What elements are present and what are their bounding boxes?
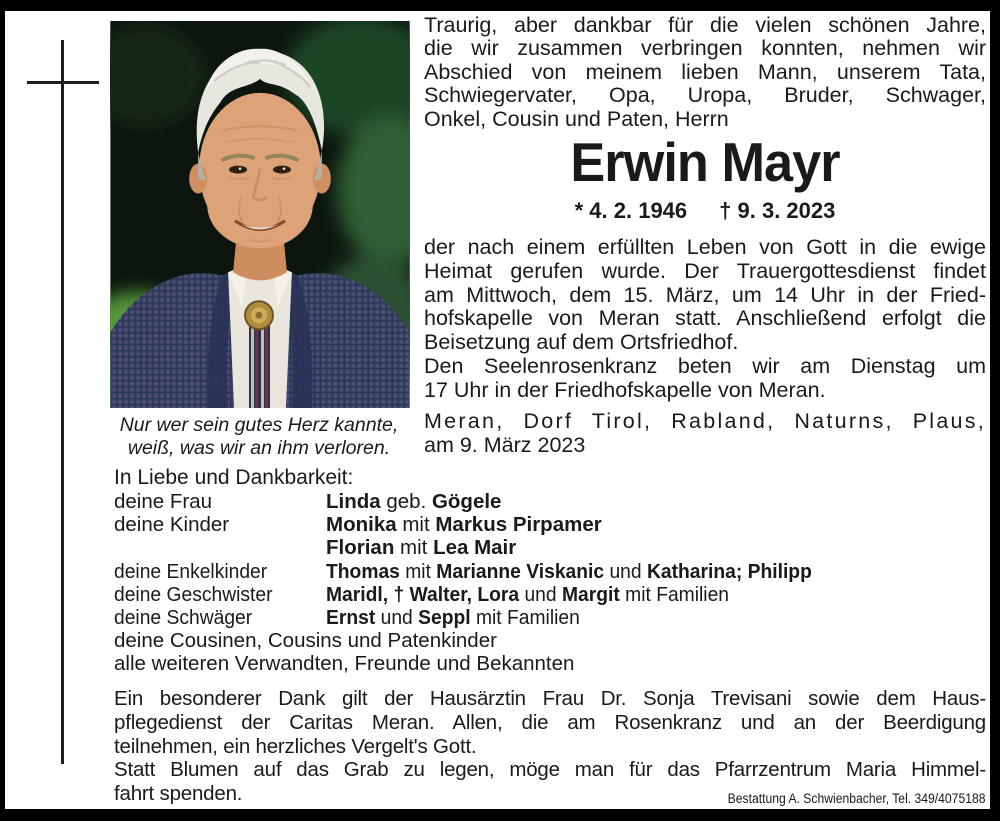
text-line: die wir zusammen verbringen konnten, nehmen wir [424, 36, 986, 61]
text-line: Statt Blumen auf das Grab zu legen, möge man für das Pfarrzentrum Maria Himmel- [114, 758, 986, 782]
text-line: 17 Uhr in der Friedhofskapelle von Meran. [424, 377, 826, 402]
birth-date: * 4. 2. 1946 [574, 198, 688, 223]
text-line: Beisetzung auf dem Ortsfriedhof. [424, 330, 739, 355]
frame-border-left [0, 0, 5, 821]
mourners-section [114, 466, 986, 676]
mourner-relation-label: deine Kinder [114, 513, 230, 537]
text-line: Heimat gerufen wurde. Der Trauergottesdienst findet [424, 258, 986, 283]
cross-horizontal-line [27, 81, 99, 84]
text-line: Onkel, Cousin und Paten, Herrn [424, 106, 729, 131]
photo-caption [100, 414, 418, 459]
mourner-names: Florian mit Lea Mair [326, 536, 517, 560]
mourner-relation-label: deine Schwäger [114, 606, 253, 630]
text-line: der nach einem erfüllten Leben von Gott in die ewige [424, 235, 986, 259]
undertaker-line: Bestattung A. Schwienbacher, Tel. 349/4075188 [727, 791, 985, 806]
text-line: Nur wer sein gutes Herz kannte, [119, 414, 399, 436]
text-line: hofskapelle von Meran statt. Anschließend erfolgt die [424, 306, 986, 331]
life-dates [424, 198, 986, 224]
mourners-grid [114, 490, 986, 676]
mourner-names: Ernst und Seppl mit Familien [326, 606, 580, 630]
cross-vertical-line [61, 40, 64, 764]
text-line: Ein besonderer Dank gilt der Hausärztin Frau Dr. Sonja Trevisani sowie dem Haus- [114, 687, 986, 710]
portrait-photo [110, 21, 410, 408]
mourner-relation-label: deine Frau [114, 490, 213, 513]
mourner-names: Thomas mit Marianne Viskanic und Katharina; Philipp [326, 559, 812, 583]
mourner-names: Linda geb. Gögele [326, 490, 502, 513]
announcement-paragraph [424, 236, 986, 403]
text-line: pflegedienst der Caritas Meran. Allen, die am Rosenkranz und an der Beerdigung [114, 710, 986, 734]
thanks-paragraph [114, 687, 986, 806]
text-line: Abschied von meinem lieben Mann, unserem Tata, [424, 59, 986, 84]
mourner-names: Maridl, † Walter, Lora und Margit mit Familien [326, 582, 730, 606]
text-line: fahrt spenden. [114, 782, 243, 806]
mourner-names: Monika mit Markus Pirpamer [326, 513, 602, 537]
text-line: Meran, Dorf Tirol, Rabland, Naturns, Plaus, [424, 409, 986, 433]
mourner-line: alle weiteren Verwandten, Freunde und Bekannten [114, 652, 575, 676]
text-line: am Mittwoch, dem 15. März, um 14 Uhr in der Fried- [424, 282, 986, 307]
intro-paragraph [424, 14, 986, 131]
deceased-name: Erwin Mayr [570, 131, 840, 193]
places-paragraph [424, 410, 986, 458]
mourners-heading: In Liebe und Dankbarkeit: [114, 466, 354, 489]
mourner-relation-label: deine Geschwister [114, 582, 273, 606]
frame-border-right [990, 0, 1000, 821]
mourner-relation-label: deine Enkelkinder [114, 559, 268, 583]
text-line: Traurig, aber dankbar für die vielen schönen Jahre, [424, 13, 986, 37]
text-line: teilnehmen, ein herzliches Vergelt's Gott. [114, 734, 477, 758]
text-line: am 9. März 2023 [424, 432, 586, 457]
text-line: Schwiegervater, Opa, Uropa, Bruder, Schwager, [424, 83, 986, 108]
mourner-relation-label [114, 536, 326, 559]
frame-border-top [0, 0, 1000, 11]
frame-border-bottom [0, 809, 1000, 821]
mourner-line: deine Cousinen, Cousins und Patenkinder [114, 629, 497, 653]
death-date: † 9. 3. 2023 [719, 198, 836, 223]
text-line: Den Seelenrosenkranz beten wir am Dienstag um [424, 353, 986, 378]
text-line: weiß, was wir an ihm verloren. [127, 436, 391, 459]
